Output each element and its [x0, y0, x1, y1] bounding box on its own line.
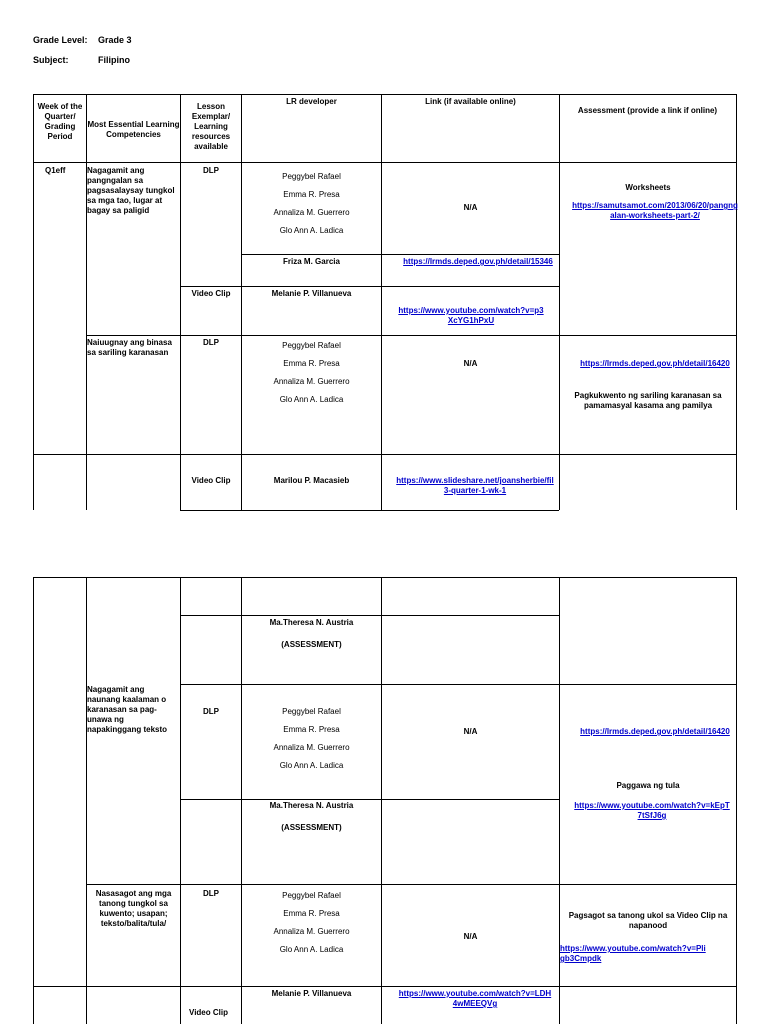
grade-level-value: Grade 3: [98, 35, 132, 45]
worksheets-link[interactable]: https://samutsamot.com/2013/06/20/pangngalan-worksheets-part-2/: [572, 201, 738, 220]
assessment-tag: (ASSESSMENT): [281, 823, 342, 832]
assessment-tag: (ASSESSMENT): [281, 640, 342, 649]
developer-marilou: Marilou P. Macasieb: [273, 476, 350, 485]
developer-name: Emma R. Presa: [283, 190, 340, 199]
resource-type-dlp: DLP: [203, 338, 219, 347]
youtube-link-1[interactable]: https://www.youtube.com/watch?v=p3XcYG1hPxU: [398, 306, 544, 325]
developer-name: Annaliza M. Guerrero: [273, 927, 350, 936]
youtube-link-2[interactable]: https://www.youtube.com/watch?v=kEpT7tSfJ6g: [574, 801, 730, 820]
link-na-4: N/A: [463, 932, 478, 941]
developer-name: Glo Ann A. Ladica: [279, 945, 344, 954]
header-assessment: Assessment (provide a link if online): [577, 106, 718, 115]
header-lesson-exemplar: Lesson Exemplar/ Learning resources available: [191, 102, 231, 151]
week-cell: Q1eff: [45, 166, 66, 175]
header-lr-developer: LR developer: [286, 97, 337, 106]
developer-austria: Ma.Theresa N. Austria: [269, 801, 354, 810]
subject-label: Subject:: [33, 55, 69, 65]
developer-austria: Ma.Theresa N. Austria: [269, 618, 354, 627]
developer-name: Emma R. Presa: [283, 359, 340, 368]
link-na-2: N/A: [463, 359, 478, 368]
worksheets-label: Worksheets: [625, 183, 671, 192]
developer-name: Peggybel Rafael: [282, 172, 341, 181]
developer-name: Glo Ann A. Ladica: [279, 395, 344, 404]
developer-list-2: [242, 337, 381, 409]
developer-name: Annaliza M. Guerrero: [273, 208, 350, 217]
developer-name: Glo Ann A. Ladica: [279, 761, 344, 770]
competency-4: Nasasagot ang mga tanong tungkol sa kuwento; usapan; teksto/balita/tula/: [95, 889, 172, 928]
developer-list-1: [242, 168, 381, 240]
developer-melanie: Melanie P. Villanueva: [271, 289, 352, 298]
pagsagot-note: Pagsagot sa tanong ukol sa Video Clip na napanood: [568, 911, 728, 930]
developer-name: Emma R. Presa: [283, 725, 340, 734]
developer-list-4: [242, 887, 381, 959]
slideshare-link[interactable]: https://www.slideshare.net/joansherbie/fil3-quarter-1-wk-1: [396, 476, 554, 495]
subject-value: Filipino: [98, 55, 130, 65]
developer-friza: Friza M. Garcia: [283, 257, 340, 266]
developer-name: Annaliza M. Guerrero: [273, 743, 350, 752]
header-link: Link (if available online): [425, 97, 516, 106]
youtube-link-3[interactable]: https://www.youtube.com/watch?v=Pligb3Cmpdk: [560, 944, 706, 963]
resource-type-dlp: DLP: [203, 166, 219, 175]
lrmds-link-3[interactable]: https://lrmds.deped.gov.ph/detail/16420: [580, 727, 730, 736]
competency-2: Naiuugnay ang binasa sa sariling karanasan: [87, 338, 172, 357]
developer-name: Glo Ann A. Ladica: [279, 226, 344, 235]
competency-1: Nagagamit ang pangngalan sa pagsasalaysay tungkol sa mga tao, lugar at bagay sa paligid: [87, 166, 175, 215]
developer-name: Peggybel Rafael: [282, 341, 341, 350]
developer-name: Peggybel Rafael: [282, 707, 341, 716]
lrmds-link-2[interactable]: https://lrmds.deped.gov.ph/detail/16420: [580, 359, 730, 368]
lrmds-link-1[interactable]: https://lrmds.deped.gov.ph/detail/15346: [403, 257, 553, 266]
header-week: Week of the Quarter/ Grading Period: [37, 102, 83, 141]
developer-name: Emma R. Presa: [283, 909, 340, 918]
header-competencies: Most Essential Learning Competencies: [87, 120, 180, 139]
developer-melanie: Melanie P. Villanueva: [271, 989, 352, 998]
developer-name: Annaliza M. Guerrero: [273, 377, 350, 386]
link-na-1: N/A: [463, 203, 478, 212]
resource-type-video: Video Clip: [189, 1008, 228, 1017]
paggawa-note: Paggawa ng tula: [616, 781, 680, 790]
competency-3: Nagagamit ang naunang kaalaman o karanasan sa pag-unawa ng napakinggang teksto: [87, 685, 168, 734]
grade-level-label: Grade Level:: [33, 35, 88, 45]
resource-type-video: Video Clip: [191, 476, 231, 485]
youtube-link-4[interactable]: https://www.youtube.com/watch?v=LDH4wMEEQVg: [398, 989, 552, 1008]
resource-type-dlp: DLP: [203, 707, 219, 716]
developer-name: Peggybel Rafael: [282, 891, 341, 900]
pagkukwento-note: Pagkukwento ng sariling karanasan sa pamamasyal kasama ang pamilya: [574, 391, 722, 410]
developer-list-3: [242, 703, 381, 775]
resource-type-video: Video Clip: [191, 289, 231, 298]
link-na-3: N/A: [463, 727, 478, 736]
resource-type-dlp: DLP: [203, 889, 219, 898]
